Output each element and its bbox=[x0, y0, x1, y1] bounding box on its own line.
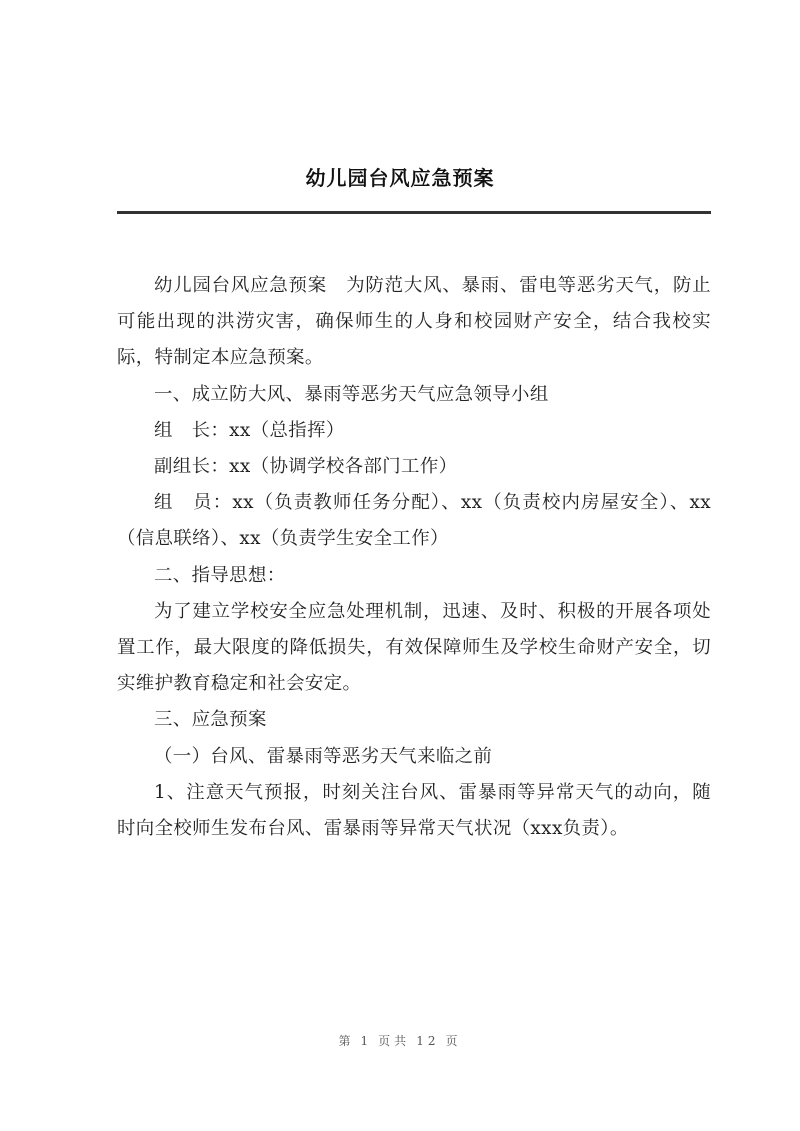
footer-suffix: 页 bbox=[445, 1034, 462, 1048]
footer-total-pages: 12 bbox=[416, 1034, 440, 1048]
paragraph-section-2-heading: 二、指导思想： bbox=[154, 564, 286, 586]
paragraph-section-3-heading: 三、应急预案 bbox=[154, 709, 267, 731]
document-body bbox=[117, 268, 711, 847]
paragraph-group-members: 组 员：xx（负责教师任务分配）、xx（负责校内房屋安全）、xx（信息联络）、xx（负责学生安全工作） bbox=[117, 492, 711, 550]
document-title: 幼儿园台风应急预案 bbox=[305, 166, 495, 190]
paragraph-deputy-leader: 副组长：xx（协调学校各部门工作） bbox=[154, 456, 458, 478]
title-divider bbox=[117, 211, 711, 214]
paragraph-section-1-heading: 一、成立防大风、暴雨等恶劣天气应急领导小组 bbox=[154, 383, 549, 405]
footer-middle: 页共 bbox=[378, 1034, 411, 1048]
page-footer bbox=[0, 1032, 800, 1049]
paragraph-group-leader: 组 长：xx（总指挥） bbox=[154, 419, 345, 441]
paragraph-intro: 幼儿园台风应急预案 为防范大风、暴雨、雷电等恶劣天气，防止可能出现的洪涝灾害，确保师生的人身和校园财产安全，结合我校实际，特制定本应急预案。 bbox=[117, 275, 711, 369]
footer-prefix: 第 bbox=[338, 1034, 355, 1048]
footer-current-page: 1 bbox=[360, 1034, 373, 1048]
paragraph-subsection-1-heading: （一）台风、雷暴雨等恶劣天气来临之前 bbox=[154, 745, 493, 767]
paragraph-guiding-ideology: 为了建立学校安全应急处理机制，迅速、及时、积极的开展各项处置工作，最大限度的降低损失，有效保障师生及学校生命财产安全，切实维护教育稳定和社会安定。 bbox=[117, 600, 711, 695]
paragraph-item-1: 1、注意天气预报，时刻关注台风、雷暴雨等异常天气的动向，随时向全校师生发布台风、雷暴雨等异常天气状况（xxx负责）。 bbox=[117, 781, 711, 840]
